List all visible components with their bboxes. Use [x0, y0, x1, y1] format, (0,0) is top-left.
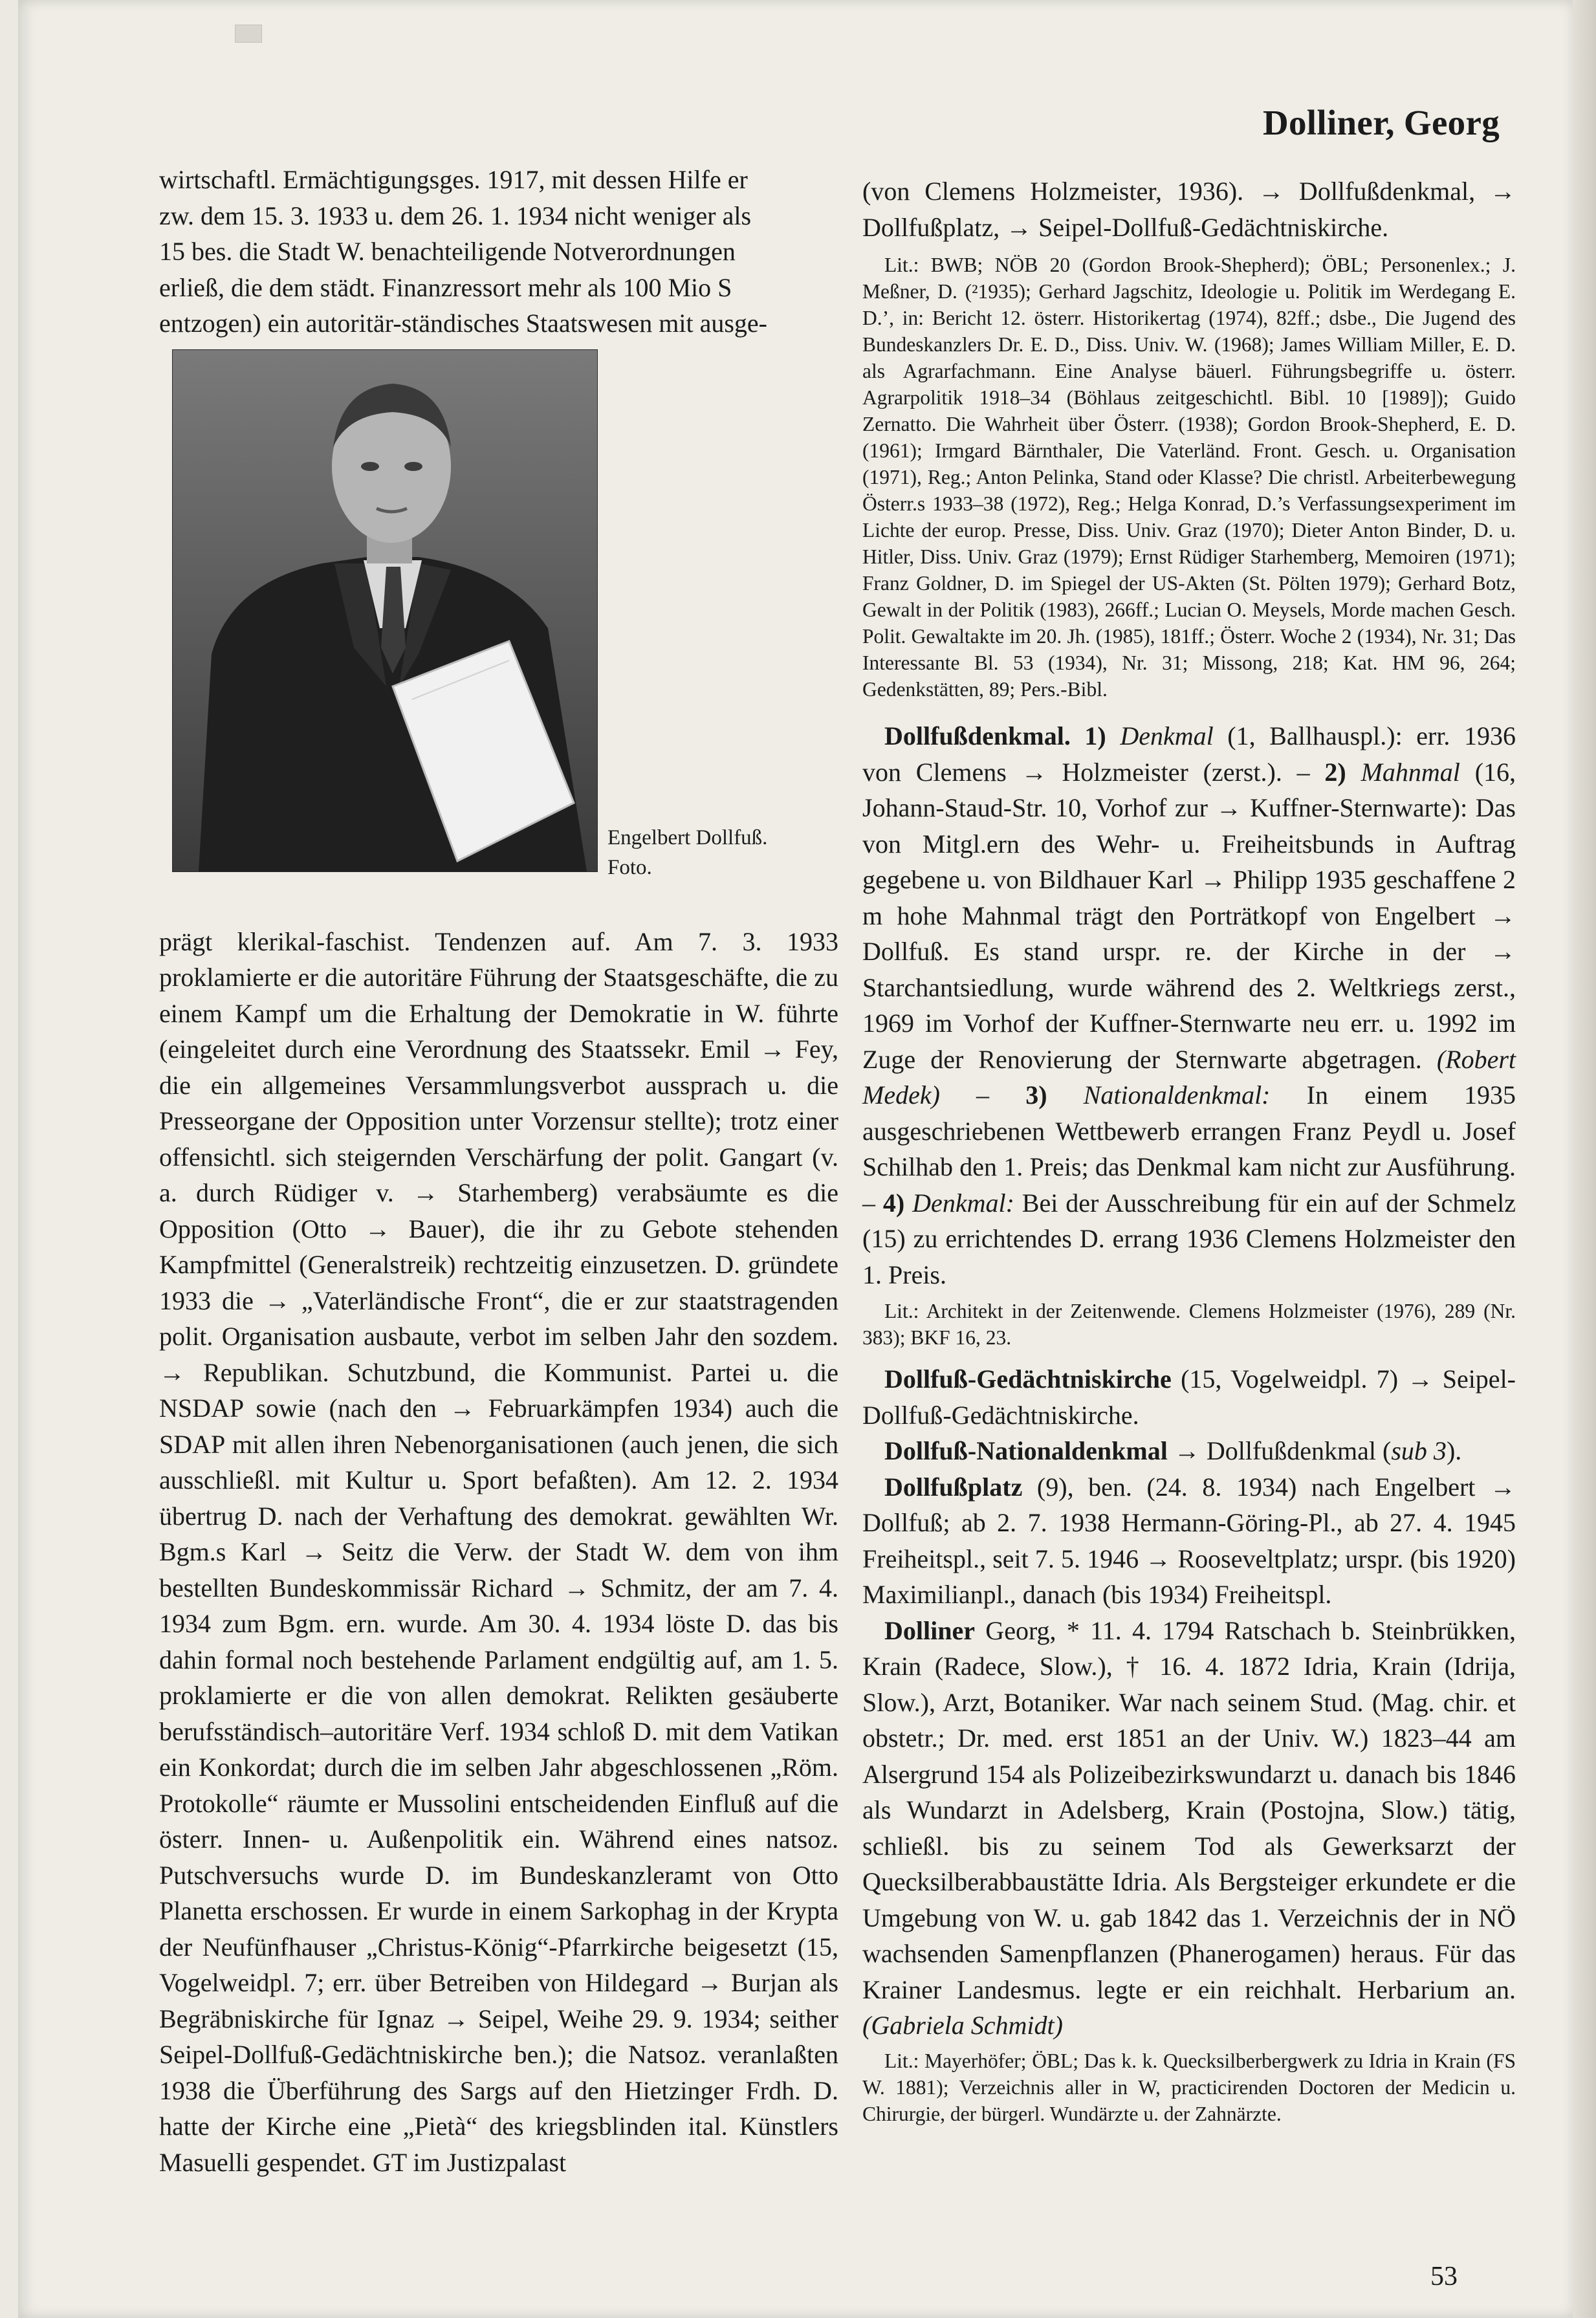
section-text: (1, Ballhauspl.): err. 1936 von Clemens → Holzmeister (zerst.). –: [862, 721, 1516, 787]
adjacent-page-edge: [1573, 0, 1596, 2318]
author-signature: (Robert Medek): [862, 1044, 1516, 1110]
page-number: 53: [1430, 2262, 1458, 2291]
section-number: 4): [882, 1188, 905, 1218]
entry-head: Dolliner: [884, 1615, 975, 1645]
entry-head: Dollfußplatz: [884, 1472, 1023, 1502]
entry-text: Georg, * 11. 4. 1794 Ratschach b. Steinbrükken, Krain (Radece, Slow.), † 16. 4. 1872 Idria, Krain (Idrija, Slow.), Arzt, Botaniker. War nach seinem Stud. (Mag. chir. et obstetr.; Dr. med. erst 1851 an der Univ. W.) 1823–44 am Alsergrund 154 als Polizeibezirkswundarzt u. danach bis 1846 als Wundarzt in Adelsberg, Krain (Postojna, Slow.) tätig, schließl. bis zu seinem Tod als Gewerksarzt der Quecksilberabbaustätte Idria. Als Bergsteiger erkundete er die Umgebung von W. u. gab 1842 das 1. Verzeichnis der in NÖ wachsenden Samenpflanzen (Phanerogamen) heraus. Für das Krainer Landesmus. legte er ein reichhalt. Herbarium an.: [862, 1615, 1516, 2004]
entry-continuation: (von Clemens Holzmeister, 1936). → Dollfußdenkmal, → Dollfußplatz, → Seipel-Dollfuß-Gedächtniskirche.: [862, 177, 1516, 242]
section-number: 3): [1025, 1080, 1047, 1110]
entry-text: (15, Vogelweidpl. 7) → Seipel-Dollfuß-Gedächtniskirche.: [862, 1364, 1516, 1430]
text-line: zw. dem 15. 3. 1933 u. dem 26. 1. 1934 nicht weniger als: [159, 201, 752, 230]
literature-note: Lit.: BWB; NÖB 20 (Gordon Brook-Shepherd); ÖBL; Personenlex.; J. Meßner, D. (²1935); Gerhard Jagschitz, Ideologie u. Politik im Werdegang E. D.’, in: Bericht 12. österr. Historikertag (1974), 82ff.; dsbe., Die Jugend des Bundeskanzlers Dr. E. D., Diss. Univ. W. (1968); James William Miller, E. D. als Agrarfachmann. Eine Analyse bäuerl. Führungsbegriffe u. österr. Agrarpolitik 1918–34 (Böhlaus zeitgeschichtl. Bibl. 10 [1989]); Guido Zernatto. Die Wahrheit über Österr. (1938); Gordon Brook-Shepherd, E. D. (1961); Irmgard Bärnthaler, Die Vaterländ. Front. Gesch. u. Organisation (1971), Reg.; Anton Pelinka, Stand oder Klasse? Die christl. Arbeiterbewegung Österr.s 1933–38 (1972), Reg.; Helga Konrad, D.’s Verfassungsexperiment im Lichte der europ. Presse, Diss. Univ. Graz (1970); Dieter Anton Binder, D. u. Hitler, Diss. Univ. Graz (1979); Ernst Rüdiger Starhemberg, Memoiren (1971); Franz Goldner, D. im Spiegel der US-Akten (St. Pölten 1979); Gerhard Botz, Gewalt in der Politik (1983), 266ff.; Lucian O. Meysels, Morde machen Gesch. Polit. Gewaltakte im 20. Jh. (1985), 181ff.; Österr. Woche 2 (1934), Nr. 31; Das Interessante Bl. 53 (1934), Nr. 31; Missong, 218; Kat. HM 96, 264; Gedenkstätten, 89; Pers.-Bibl.: [862, 254, 1516, 701]
section-title: Nationaldenkmal:: [1083, 1080, 1271, 1110]
caption-line: Engelbert Dollfuß.: [607, 826, 768, 849]
entry-text: → Dollfußdenkmal (: [1167, 1436, 1392, 1465]
section-text: Bei der Ausschreibung für ein auf der Schmelz (15) zu errichtendes D. errang 1936 Clemens Holzmeister den 1. Preis.: [862, 1188, 1516, 1289]
right-column: [862, 173, 1516, 2127]
entry-nationaldenkmal: [862, 1433, 1516, 1469]
section-number: 2): [1324, 757, 1346, 787]
text-line: 15 bes. die Stadt W. benachteiligende Notverordnungen: [159, 237, 736, 266]
entry-dollfussplatz: [862, 1469, 1516, 1613]
section-text: In einem 1935 ausgeschriebenen Wettbewerb errangen Franz Peydl u. Josef Schilhab den 1. Preis; das Denkmal kam nicht zur Ausführung. –: [862, 1080, 1516, 1218]
section-text: (16, Johann-Staud-Str. 10, Vorhof zur → Kuffner-Sternwarte): Das von Mitgl.ern des Wehr- u. Freiheitsbunds in Auftrag gegebene u. von Bildhauer Karl → Philipp 1935 geschaffene 2 m hohe Mahnmal trägt den Porträtkopf von Engelbert → Dollfuß. Es stand urspr. re. der Kirche in der → Starchantsiedlung, wurde während des 2. Weltkriegs zerst., 1969 im Vorhof der Kuffner-Sternwarte neu err. u. 1992 im Zuge der Renovierung der Sternwarte abgetragen.: [862, 757, 1516, 1074]
entry-head: Dollfußdenkmal.: [884, 721, 1071, 750]
entry-text: ).: [1446, 1436, 1462, 1465]
running-header: Dolliner, Georg: [1262, 103, 1500, 142]
author-signature: (Gabriela Schmidt): [862, 2011, 1063, 2040]
section-title: Denkmal: [1120, 721, 1214, 750]
entry-text: (9), ben. (24. 8. 1934) nach Engelbert → Dollfuß; ab 2. 7. 1938 Hermann-Göring-Pl., ab 27. 4. 1945 Freiheitspl., seit 7. 5. 1946 → Rooseveltplatz; urspr. (bis 1920) Maximilianpl., danach (bis 1934) Freiheitspl.: [862, 1472, 1516, 1609]
portrait-photo: [172, 349, 598, 872]
portrait-figure: [159, 349, 838, 919]
portrait-drawing: [173, 350, 597, 871]
left-column: [159, 162, 838, 2180]
entry-head: Dollfuß-Gedächtniskirche: [884, 1364, 1172, 1394]
section-title: Mahnmal: [1361, 757, 1460, 787]
text-line: entzogen) ein autoritär-ständisches Staatswesen mit ausge-: [159, 309, 767, 338]
sub-reference: sub 3: [1391, 1436, 1447, 1465]
book-page: [18, 0, 1574, 2318]
entry-dollfussdenkmal: [862, 718, 1516, 1293]
entry-gedaechtniskirche: [862, 1361, 1516, 1433]
entry-dolliner: [862, 1613, 1516, 2044]
literature-note: Lit.: Mayerhöfer; ÖBL; Das k. k. Quecksilberbergwerk zu Idria in Krain (FS W. 1881); Verzeichnis aller in W, practicirenden Doctoren der Medicin u. Chirurgie, der bürgerl. Wundärzte u. der Zahnärzte.: [862, 2049, 1516, 2125]
entry-head: Dollfuß-Nationaldenkmal: [884, 1436, 1168, 1465]
literature-note: Lit.: Architekt in der Zeitenwende. Clemens Holzmeister (1976), 289 (Nr. 383); BKF 16, 23.: [862, 1300, 1516, 1349]
photo-caption: [607, 823, 767, 882]
body-text: prägt klerikal-faschist. Tendenzen auf. Am 7. 3. 1933 proklamierte er die autoritäre Führung der Staatsgeschäfte, die zu einem Kampf um die Erhaltung der Demokratie in W. führte (eingeleitet durch eine Verordnung des Staatssekr. Emil → Fey, die ein allgemeines Versammlungsverbot aussprach u. die Presseorgane der Opposition unter Vorzensur stellte); trotz einer offensichtl. sich steigernden Verschärfung der polit. Gangart (v. a. durch Rüdiger v. → Starhemberg) verabsäumte es die Opposition (Otto → Bauer), die ihr zu Gebote stehenden Kampfmittel (Generalstreik) rechtzeitig einzusetzen. D. gründete 1933 die → „Vaterländische Front“, die er zur staatstragenden polit. Organisation ausbaute, verbot im selben Jahr den sozdem. → Republikan. Schutzbund, die Kommunist. Partei u. die NSDAP sowie (nach den → Februarkämpfen 1934) auch die SDAP mit allen ihren Nebenorganisationen (auch jenen, die sich ausschließl. mit Kultur u. Sport befaßten). Am 12. 2. 1934 übertrug D. nach der Verhaftung des demokrat. gewählten Wr. Bgm.s Karl → Seitz die Verw. der Stadt W. dem von ihm bestellten Bundeskommissär Richard → Schmitz, der am 7. 4. 1934 zum Bgm. ern. wurde. Am 30. 4. 1934 löste D. das bis dahin formal noch bestehende Parlament endgültig auf, am 1. 5. proklamierte er die von allen demokrat. Relikten gesäuberte berufsständisch–autoritäre Verf. 1934 schloß D. mit dem Vatikan ein Konkordat; durch die im selben Jahr abgeschlossenen „Röm. Protokolle“ räumte er Mussolini entscheidenden Einfluß auf die österr. Innen- u. Außenpolitik ein. Während eines natsoz. Putschversuchs wurde D. im Bundeskanzleramt von Otto Planetta erschossen. Er wurde in einem Sarkophag in der Krypta der Neufünfhauser „Christus-König“-Pfarrkirche beigesetzt (15, Vogelweidpl. 7; err. über Betreiben von Hildegard → Burjan als Begräbniskirche für Ignaz → Seipel, Weihe 29. 9. 1934; seither Seipel-Dollfuß-Gedächtniskirche ben.); die Natsoz. veranlaßten 1938 die Überführung des Sargs auf den Hietzinger Frdh. D. hatte der Kirche eine „Pietà“ des kriegsblinden ital. Künstlers Masuelli gespendet. GT im Justizpalast: [159, 926, 838, 2177]
caption-line: Foto.: [607, 855, 652, 879]
text-line: erließ, die dem städt. Finanzressort mehr als 100 Mio S: [159, 272, 732, 302]
section-title: Denkmal:: [912, 1188, 1014, 1218]
page-tab-marker: [235, 25, 262, 43]
section-number: 1): [1084, 721, 1106, 750]
dash: –: [939, 1080, 1026, 1110]
text-line: wirtschaftl. Ermächtigungsges. 1917, mit dessen Hilfe er: [159, 165, 748, 194]
